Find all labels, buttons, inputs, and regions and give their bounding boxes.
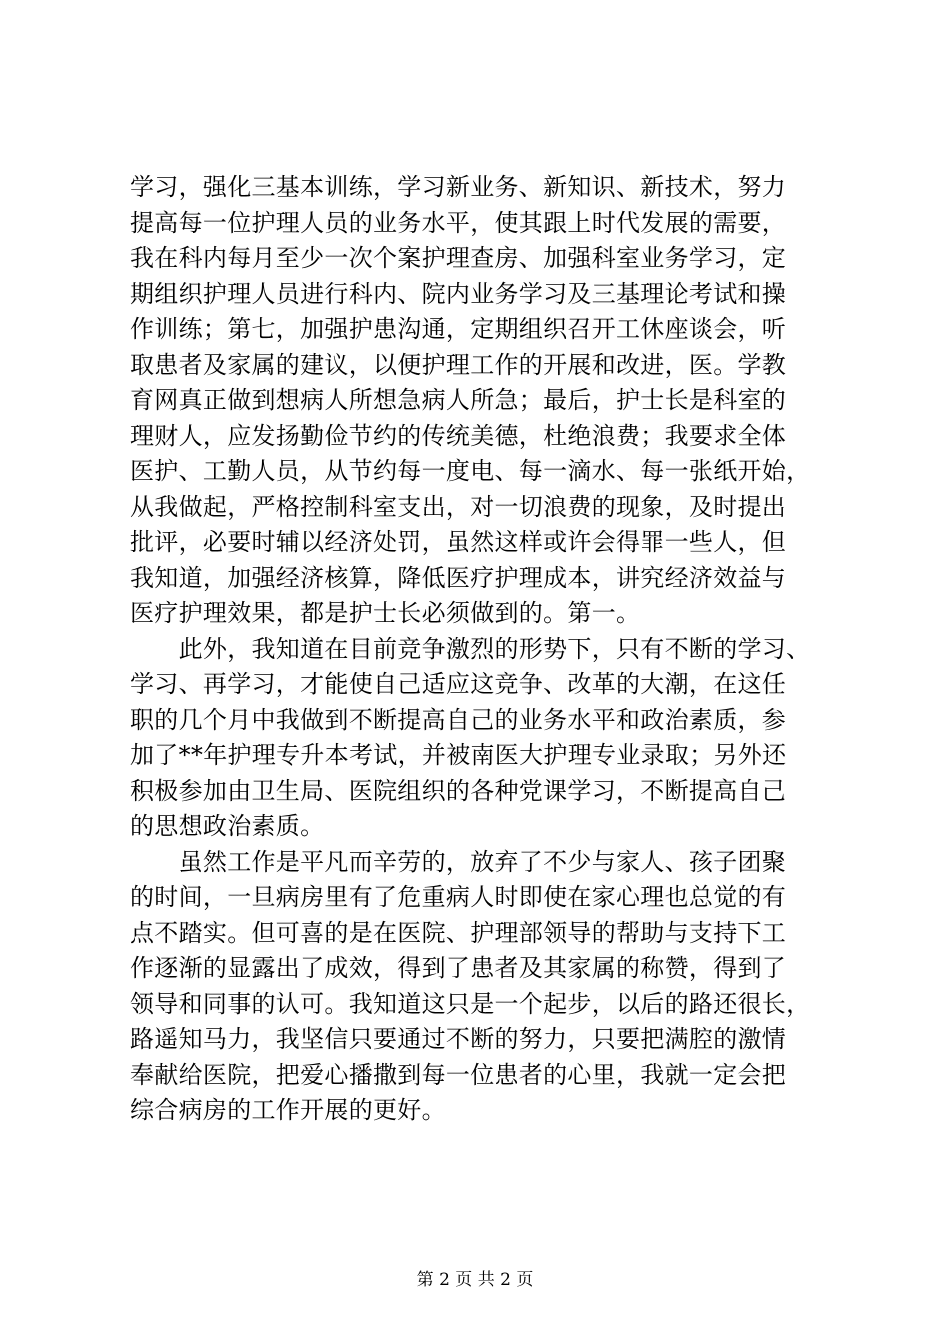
text-line: 积极参加由卫生局、医院组织的各种党课学习，不断提高自己 bbox=[130, 776, 787, 805]
text-line: 我知道，加强经济核算，降低医疗护理成本，讲究经济效益与 bbox=[130, 563, 787, 592]
text-line: 作逐渐的显露出了成效，得到了患者及其家属的称赞，得到了 bbox=[130, 954, 787, 982]
text-line: 职的几个月中我做到不断提高自己的业务水平和政治素质，参 bbox=[130, 705, 787, 734]
text-line: 提高每一位护理人员的业务水平，使其跟上时代发展的需要， bbox=[130, 208, 787, 237]
text-line: 点不踏实。但可喜的是在医院、护理部领导的帮助与支持下工 bbox=[130, 918, 787, 947]
text-line: 路遥知马力，我坚信只要通过不断的努力，只要把满腔的激情 bbox=[130, 1025, 787, 1053]
text-line: 加了**年护理专升本考试，并被南医大护理专业录取；另外还 bbox=[130, 741, 787, 769]
text-line: 学习，强化三基本训练，学习新业务、新知识、新技术，努力 bbox=[130, 173, 787, 201]
text-line: 取患者及家属的建议，以便护理工作的开展和改进，医。学教 bbox=[130, 350, 787, 379]
text-line: 虽然工作是平凡而辛劳的，放弃了不少与家人、孩子团聚 bbox=[130, 847, 787, 876]
text-line: 此外，我知道在目前竞争激烈的形势下，只有不断的学习、 bbox=[130, 634, 811, 663]
text-line: 育网真正做到想病人所想急病人所急；最后，护士长是科室的 bbox=[130, 386, 787, 414]
document-body bbox=[130, 170, 830, 1129]
page-number-footer: 第 2 页 共 2 页 bbox=[416, 1270, 534, 1290]
text-line: 综合病房的工作开展的更好。 bbox=[130, 1096, 446, 1124]
text-line: 作训练；第七，加强护患沟通，定期组织召开工休座谈会，听 bbox=[130, 315, 787, 343]
text-line: 奉献给医院，把爱心播撒到每一位患者的心里，我就一定会把 bbox=[130, 1060, 787, 1089]
text-line: 的思想政治素质。 bbox=[130, 812, 325, 840]
text-line: 从我做起，严格控制科室支出，对一切浪费的现象，及时提出 bbox=[130, 492, 787, 521]
text-line: 的时间，一旦病房里有了危重病人时即使在家心理也总觉的有 bbox=[130, 883, 787, 911]
text-line: 理财人，应发扬勤俭节约的传统美德，杜绝浪费；我要求全体 bbox=[130, 421, 787, 450]
text-line: 我在科内每月至少一次个案护理查房、加强科室业务学习，定 bbox=[130, 244, 787, 272]
text-line: 学习、再学习，才能使自己适应这竞争、改革的大潮，在这任 bbox=[130, 670, 787, 698]
text-line: 领导和同事的认可。我知道这只是一个起步，以后的路还很长， bbox=[130, 989, 811, 1018]
text-line: 医疗护理效果，都是护士长必须做到的。第一。 bbox=[130, 599, 641, 627]
text-line: 期组织护理人员进行科内、院内业务学习及三基理论考试和操 bbox=[130, 279, 787, 308]
text-line: 医护、工勤人员，从节约每一度电、每一滴水、每一张纸开始， bbox=[130, 457, 811, 485]
text-line: 批评，必要时辅以经济处罚，虽然这样或许会得罪一些人，但 bbox=[130, 528, 787, 556]
